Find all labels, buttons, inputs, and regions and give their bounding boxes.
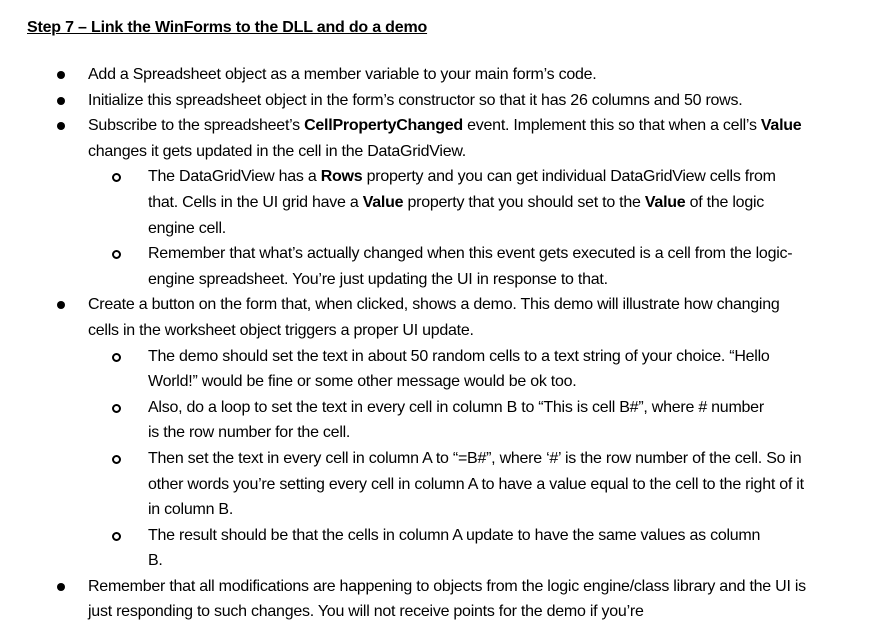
hollow-bullet-icon <box>112 532 121 541</box>
bold-term: Value <box>644 193 686 211</box>
bullet-text: event. Implement this so that when a cell’s <box>462 117 761 135</box>
sub-list-item <box>148 164 808 241</box>
bullet-icon <box>57 122 65 130</box>
hollow-bullet-icon <box>112 404 121 413</box>
sub-bullet-text: The DataGridView has a <box>148 168 321 186</box>
sub-bullet-text: of the logic engine cell. <box>148 193 765 237</box>
bullet-icon <box>57 301 65 309</box>
sub-bullet-text: Remember that what’s actually changed when this event gets executed is a cell from the logic-engine spreadsheet. You’re just updating the UI in response to that. <box>148 245 793 288</box>
bullet-icon <box>57 583 65 591</box>
instruction-list <box>0 62 886 625</box>
list-item <box>0 62 810 88</box>
bold-term: Value <box>760 117 802 135</box>
hollow-bullet-icon <box>112 173 121 182</box>
bullet-text: Remember that all modifications are happening to objects from the logic engine/class library and the UI is just responding to such changes. You will not receive points for the demo if you’re <box>88 577 806 621</box>
sub-bullet-text: property and you can get individual DataGridView cells from that. Cells in the UI grid have a <box>148 168 776 211</box>
hollow-bullet-icon <box>112 455 121 464</box>
sub-bullet-text: The demo should set the text in about 50 random cells to a text string of your choice. “Hello World!” would be fine or some other message would be ok too. <box>148 347 770 391</box>
bullet-text: Subscribe to the spreadsheet’s <box>88 117 305 135</box>
bullet-text: Create a button on the form that, when clicked, shows a demo. This demo will illustrate how changing cells in the worksheet object triggers a proper UI update. <box>88 296 780 339</box>
list-item <box>0 88 828 114</box>
bullet-text: Initialize this spreadsheet object in the form’s constructor so that it has 26 columns and 50 rows. <box>88 91 743 109</box>
sub-list <box>88 164 806 292</box>
bold-term: Rows <box>320 168 363 186</box>
sub-list <box>88 344 804 574</box>
bullet-icon <box>57 71 65 79</box>
sub-bullet-text: property that you should set to the <box>403 193 645 211</box>
sub-list-item <box>148 344 793 395</box>
bold-term: CellPropertyChanged <box>304 117 463 135</box>
list-item <box>0 292 804 574</box>
hollow-bullet-icon <box>112 250 121 259</box>
sub-bullet-text: Also, do a loop to set the text in every cell in column B to “This is cell B#”, where # number is the row number for the cell. <box>148 398 764 442</box>
sub-list-item <box>148 523 770 574</box>
sub-list-item <box>148 241 810 292</box>
step-heading: Step 7 – Link the WinForms to the DLL and do a demo <box>27 19 428 36</box>
bullet-text: changes it gets updated in the cell in the DataGridView. <box>88 142 466 160</box>
sub-bullet-text: Then set the text in every cell in column A to “=B#”, where ‘#’ is the row number of the cell. So in other words you’re setting every cell in column A to have a value equal to the cell to the right of it in column B. <box>148 449 804 519</box>
bullet-icon <box>57 97 65 105</box>
sub-list-item <box>148 446 810 523</box>
list-item <box>0 574 806 625</box>
sub-list-item <box>148 395 770 446</box>
hollow-bullet-icon <box>112 353 121 362</box>
list-item <box>0 113 806 292</box>
bold-term: Value <box>362 193 404 211</box>
bullet-text: Add a Spreadsheet object as a member variable to your main form’s code. <box>88 66 597 83</box>
sub-bullet-text: The result should be that the cells in column A update to have the same values as column B. <box>148 526 761 570</box>
